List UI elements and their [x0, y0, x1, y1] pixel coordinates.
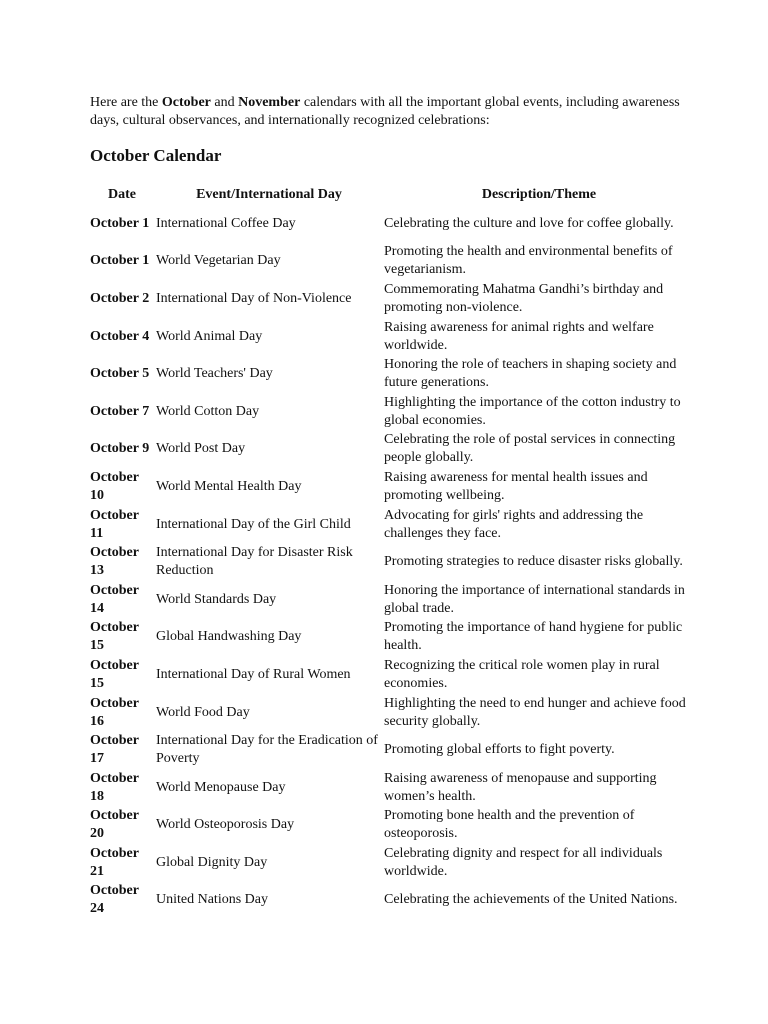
- cell-date: October 13: [90, 545, 139, 579]
- cell-event: World Menopause Day: [156, 779, 286, 795]
- intro-text: and: [210, 95, 239, 110]
- cell-description: Celebrating the role of postal services in connecting people globally.: [384, 432, 676, 466]
- cell-description: Celebrating the culture and love for coffee globally.: [384, 215, 674, 231]
- cell-date: October 15: [90, 657, 139, 691]
- table-body: [89, 205, 695, 919]
- cell-description: Highlighting the need to end hunger and achieve food security globally.: [384, 695, 686, 729]
- cell-event: International Day of the Girl Child: [156, 516, 351, 532]
- cell-event: World Mental Health Day: [156, 478, 302, 494]
- cell-event: World Food Day: [156, 704, 250, 720]
- cell-date: October 4: [90, 328, 150, 344]
- cell-date: October 11: [90, 507, 139, 541]
- header-event: Event/International Day: [196, 187, 342, 202]
- cell-event: International Day for Disaster Risk Reduction: [156, 545, 353, 579]
- cell-date: October 5: [90, 366, 150, 382]
- cell-description: Raising awareness for animal rights and welfare worldwide.: [384, 319, 654, 353]
- cell-event: Global Dignity Day: [156, 854, 268, 870]
- table-row: [89, 581, 695, 619]
- cell-description: Advocating for girls' rights and addressing the challenges they face.: [384, 507, 644, 541]
- cell-event: World Animal Day: [156, 328, 263, 344]
- header-date: Date: [108, 187, 136, 202]
- cell-description: Celebrating the achievements of the United Nations.: [384, 892, 678, 908]
- cell-date: October 21: [90, 845, 139, 879]
- cell-event: United Nations Day: [156, 892, 268, 908]
- table-row: [89, 882, 695, 920]
- table-row: [89, 468, 695, 506]
- cell-event: International Day of Non-Violence: [156, 290, 352, 306]
- cell-date: October 20: [90, 808, 139, 842]
- cell-date: October 16: [90, 695, 139, 729]
- cell-description: Recognizing the critical role women play in rural economies.: [384, 657, 660, 691]
- cell-date: October 1: [90, 253, 150, 269]
- cell-event: World Teachers' Day: [156, 366, 273, 382]
- cell-description: Promoting strategies to reduce disaster risks globally.: [384, 554, 683, 570]
- cell-event: Global Handwashing Day: [156, 629, 302, 645]
- table-row: [89, 656, 695, 694]
- cell-description: Promoting global efforts to fight poverty.: [384, 742, 615, 758]
- cell-event: World Cotton Day: [156, 403, 260, 419]
- table-row: [89, 280, 695, 318]
- intro-text: calendars with all the important global events, including awareness days, cultural observances, and internationally recognized celebrations:: [90, 95, 680, 128]
- table-row: [89, 807, 695, 845]
- table-row: [89, 431, 695, 469]
- cell-description: Honoring the role of teachers in shaping society and future generations.: [384, 357, 677, 391]
- header-description: Description/Theme: [481, 187, 597, 202]
- cell-event: World Osteoporosis Day: [156, 817, 295, 833]
- table-row: [89, 393, 695, 431]
- cell-event: International Day for the Eradication of Poverty: [156, 733, 378, 767]
- table-row: [89, 731, 695, 769]
- cell-event: International Coffee Day: [156, 215, 296, 231]
- cell-event: International Day of Rural Women: [156, 666, 351, 682]
- cell-description: Commemorating Mahatma Gandhi’s birthday and promoting non-violence.: [384, 281, 664, 315]
- table-row: [89, 205, 695, 243]
- table-row: [89, 844, 695, 882]
- cell-description: Highlighting the importance of the cotton industry to global economies.: [384, 394, 681, 428]
- table-row: [89, 619, 695, 657]
- cell-date: October 10: [90, 469, 139, 503]
- cell-date: October 18: [90, 770, 139, 804]
- table-row: [89, 543, 695, 581]
- cell-date: October 24: [90, 883, 139, 917]
- cell-date: October 17: [90, 733, 139, 767]
- section-heading: October Calendar: [90, 146, 222, 165]
- cell-description: Promoting the health and environmental benefits of vegetarianism.: [384, 244, 673, 278]
- table-row: [89, 694, 695, 732]
- cell-description: Raising awareness for mental health issues and promoting wellbeing.: [384, 469, 648, 503]
- cell-date: October 14: [90, 582, 139, 616]
- cell-event: World Vegetarian Day: [156, 253, 281, 269]
- table-row: [89, 318, 695, 356]
- table-row: [89, 506, 695, 544]
- cell-description: Promoting bone health and the prevention of osteoporosis.: [384, 808, 635, 842]
- intro-bold-october: October: [161, 95, 211, 110]
- cell-date: October 7: [90, 403, 150, 419]
- cell-date: October 15: [90, 620, 139, 654]
- table-header-row: [89, 185, 695, 205]
- cell-date: October 9: [90, 441, 150, 457]
- cell-date: October 1: [90, 215, 150, 231]
- intro-bold-november: November: [238, 95, 301, 110]
- cell-description: Raising awareness of menopause and supporting women’s health.: [384, 770, 657, 804]
- cell-date: October 2: [90, 290, 150, 306]
- cell-description: Honoring the importance of international standards in global trade.: [384, 582, 685, 616]
- cell-event: World Post Day: [156, 441, 246, 457]
- table-row: [89, 243, 695, 281]
- intro-text: Here are the: [90, 95, 162, 110]
- intro-paragraph: [90, 94, 690, 129]
- table-row: [89, 769, 695, 807]
- cell-description: Promoting the importance of hand hygiene for public health.: [384, 620, 683, 654]
- october-calendar-table: [89, 185, 695, 919]
- cell-description: Celebrating dignity and respect for all individuals worldwide.: [384, 845, 663, 879]
- table-row: [89, 355, 695, 393]
- cell-event: World Standards Day: [156, 591, 277, 607]
